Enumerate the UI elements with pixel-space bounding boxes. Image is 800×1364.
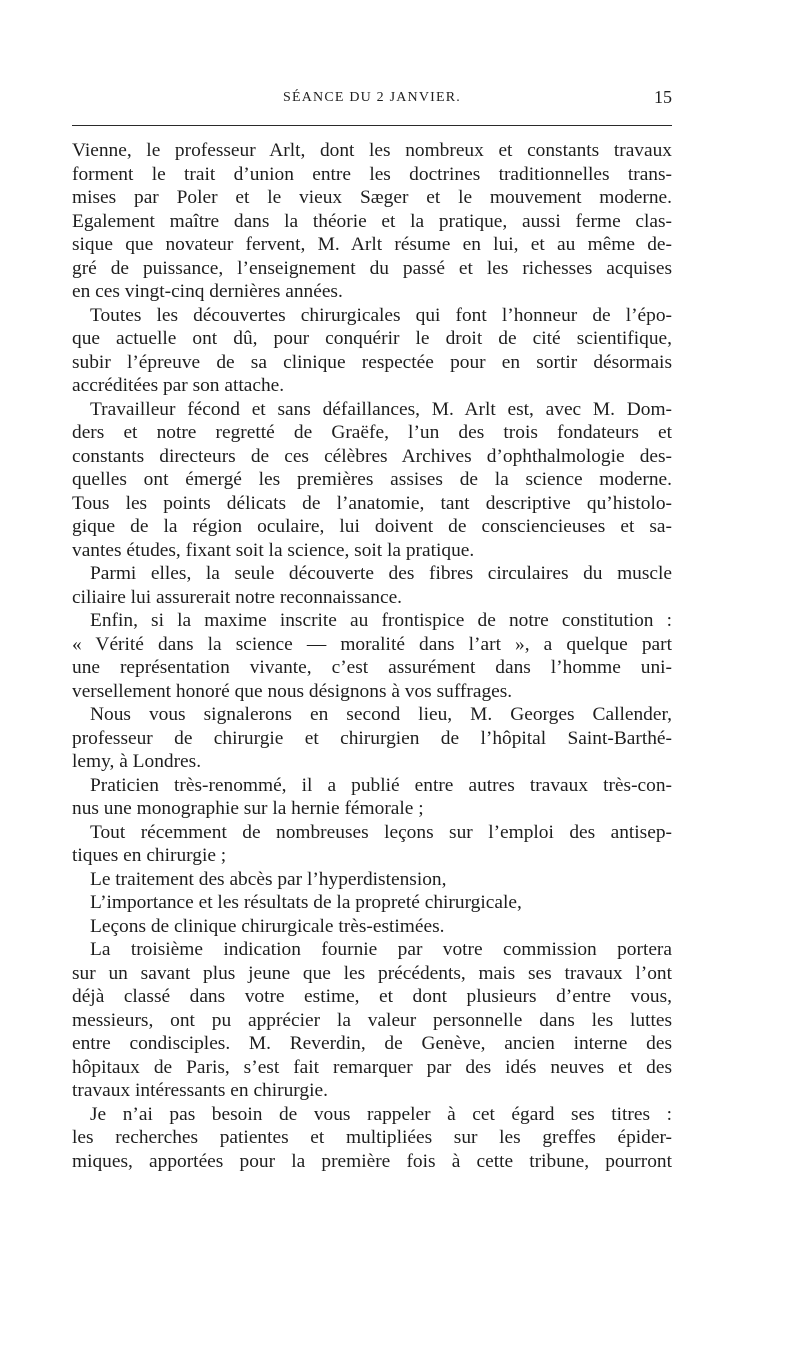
text-line: gique de la région oculaire, lui doivent de consciencieuses et sa- [72,516,672,537]
text-line: versellement honoré que nous désignons à vos suffrages. [72,680,513,702]
text-line: ciliaire lui assurerait notre reconnaissance. [72,586,403,608]
page-number: 15 [654,87,672,107]
body-text [72,139,672,1173]
running-head [72,87,672,112]
text-line: travaux intéressants en chirurgie. [72,1080,328,1101]
text-line: ders et notre regretté de Graëfe, l’un des trois fondateurs et [72,422,672,443]
text-line: sique que novateur fervent, M. Arlt résume en lui, et au même de- [72,234,672,255]
text-line: Nous vous signalerons en second lieu, M. Georges Callender, [90,704,672,725]
text-line: tiques en chirurgie ; [72,845,227,866]
text-line: Praticien très-renommé, il a publié entre autres travaux très-con- [90,774,672,796]
text-line: Enfin, si la maxime inscrite au frontispice de notre constitution : [90,610,672,631]
text-line: Tous les points délicats de l’anatomie, tant descriptive qu’histolo- [72,492,672,514]
running-title: SÉANCE DU 2 JANVIER. [283,90,461,105]
text-line: lemy, à Londres. [72,751,202,772]
text-line: déjà classé dans votre estime, et dont plusieurs d’entre vous, [72,986,672,1007]
text-line: Je n’ai pas besoin de vous rappeler à cet égard ses titres : [90,1103,672,1125]
text-line: une représentation vivante, c’est assurément dans l’homme uni- [72,657,672,678]
text-line: forment le trait d’union entre les doctrines traditionnelles trans- [72,163,672,185]
text-line: La troisième indication fournie par votre commission portera [90,939,672,960]
text-line: hôpitaux de Paris, s’est fait remarquer par des idés neuves et des [72,1056,672,1078]
text-line: Tout récemment de nombreuses leçons sur l’emploi des antisep- [90,821,672,843]
text-line: Egalement maître dans la théorie et la pratique, aussi ferme clas- [72,210,672,232]
text-line: messieurs, ont pu apprécier la valeur personnelle dans les luttes [72,1009,672,1031]
text-line: mises par Poler et le vieux Sæger et le mouvement moderne. [72,187,672,208]
header-rule [72,125,672,126]
text-line: nus une monographie sur la hernie fémorale ; [72,798,424,819]
text-line: Le traitement des abcès par l’hyperdistension, [90,868,447,890]
text-line: accréditées par son attache. [72,375,285,396]
text-line: sur un savant plus jeune que les précédents, mais ses travaux l’ont [72,962,672,984]
text-line: Parmi elles, la seule découverte des fibres circulaires du muscle [90,563,672,584]
text-line: quelles ont émergé les premières assises de la science moderne. [72,469,672,490]
text-line: vantes études, fixant soit la science, soit la pratique. [72,539,475,561]
text-line: Travailleur fécond et sans défaillances, M. Arlt est, avec M. Dom- [90,398,672,420]
text-line: Vienne, le professeur Arlt, dont les nombreux et constants travaux [72,140,672,161]
text-line: « Vérité dans la science — moralité dans l’art », a quelque part [72,633,672,655]
text-line: gré de puissance, l’enseignement du passé et les richesses acquises [72,257,672,279]
text-line: constants directeurs de ces célèbres Archives d’ophthalmologie des- [72,445,672,467]
text-line: en ces vingt-cinq dernières années. [72,281,343,302]
text-line: Leçons de clinique chirurgicale très-estimées. [90,915,445,937]
text-line: que actuelle ont dû, pour conquérir le droit de cité scientifique, [72,328,672,349]
text-line: entre condisciples. M. Reverdin, de Genève, ancien interne des [72,1033,672,1054]
book-page [72,0,672,1364]
text-line: les recherches patientes et multipliées sur les greffes épider- [72,1127,672,1148]
text-line: miques, apportées pour la première fois à cette tribune, pourront [72,1150,672,1172]
text-line: Toutes les découvertes chirurgicales qui font l’honneur de l’épo- [90,304,672,326]
text-line: professeur de chirurgie et chirurgien de l’hôpital Saint-Barthé- [72,727,672,749]
text-line: subir l’épreuve de sa clinique respectée pour en sortir désormais [72,351,672,373]
text-line: L’importance et les résultats de la propreté chirurgicale, [90,892,522,913]
